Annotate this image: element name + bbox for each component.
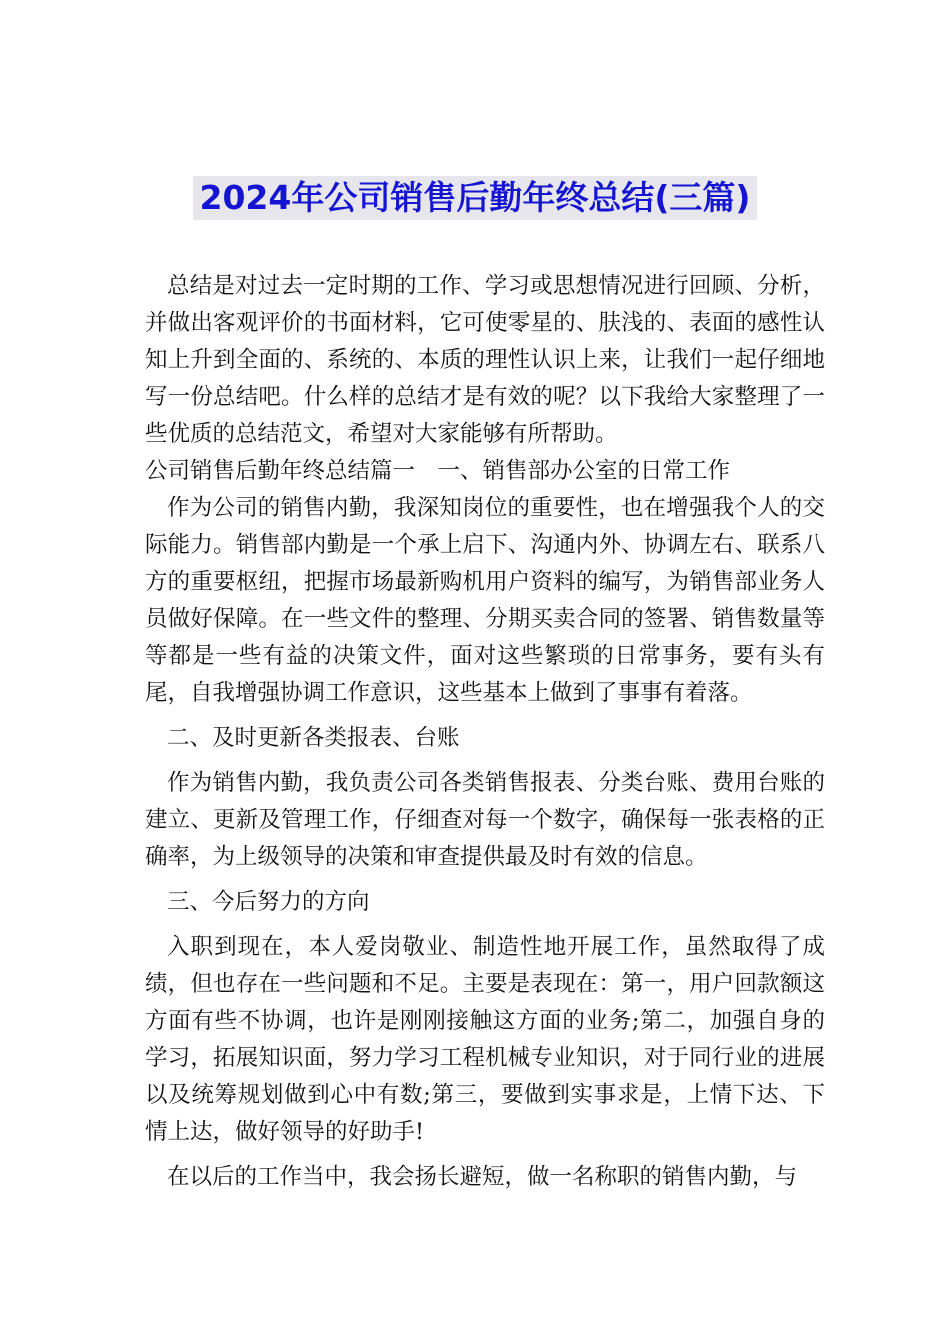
document-body xyxy=(145,268,825,1196)
body-paragraph: 在以后的工作当中，我会扬长避短，做一名称职的销售内勤，与 xyxy=(167,1164,798,1190)
section-heading: 二、及时更新各类报表、台账 xyxy=(167,725,460,751)
section-heading: 三、今后努力的方向 xyxy=(167,889,370,915)
body-paragraph: 入职到现在，本人爱岗敬业、制造性地开展工作，虽然取得了成绩，但也存在一些问题和不足。主要是表现在：第一，用户回款额这方面有些不协调，也许是刚刚接触这方面的业务;第二，加强自身的学习，拓展知识面，努力学习工程机械专业知识，对于同行业的进展以及统筹规划做到心中有数;第三，要做到实事求是，上情下达、下情上达，做好领导的好助手! xyxy=(145,934,825,1145)
body-paragraph: 作为销售内勤，我负责公司各类销售报表、分类台账、费用台账的建立、更新及管理工作，仔细查对每一个数字，确保每一张表格的正确率，为上级领导的决策和审查提供最及时有效的信息。 xyxy=(145,770,825,870)
title-container xyxy=(0,176,950,220)
section-heading-part-one: 公司销售后勤年终总结篇一 一、销售部办公室的日常工作 xyxy=(145,458,731,484)
document-title: 2024年公司销售后勤年终总结(三篇) xyxy=(193,176,756,220)
intro-paragraph: 总结是对过去一定时期的工作、学习或思想情况进行回顾、分析，并做出客观评价的书面材料，它可使零星的、肤浅的、表面的感性认知上升到全面的、系统的、本质的理性认识上来，让我们一起仔细地写一份总结吧。什么样的总结才是有效的呢？以下我给大家整理了一些优质的总结范文，希望对大家能够有所帮助。 xyxy=(145,273,825,447)
body-paragraph: 作为公司的销售内勤，我深知岗位的重要性，也在增强我个人的交际能力。销售部内勤是一个承上启下、沟通内外、协调左右、联系八方的重要枢纽，把握市场最新购机用户资料的编写，为销售部业务人员做好保障。在一些文件的整理、分期买卖合同的签署、销售数量等等都是一些有益的决策文件，面对这些繁琐的日常事务，要有头有尾，自我增强协调工作意识，这些基本上做到了事事有着落。 xyxy=(145,495,825,706)
